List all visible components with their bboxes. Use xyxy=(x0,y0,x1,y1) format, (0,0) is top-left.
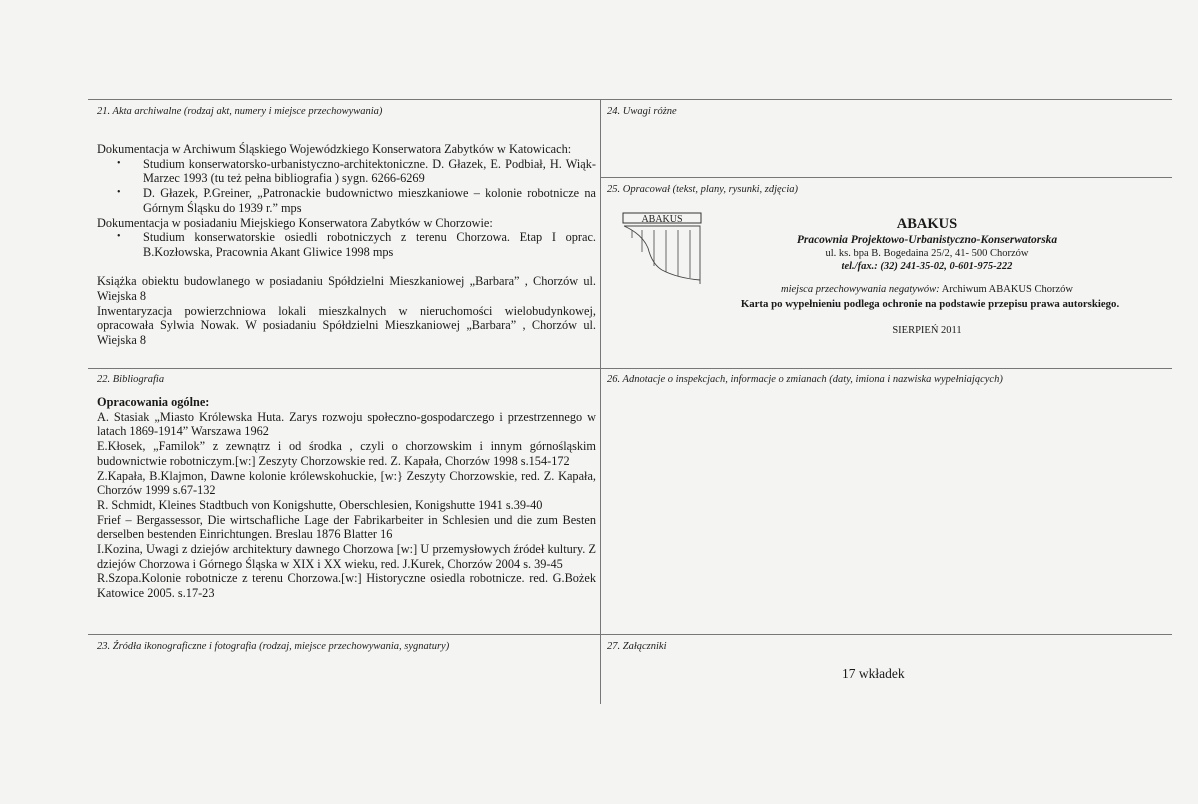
section-21-content xyxy=(97,142,596,348)
section-24-label: 24. Uwagi różne xyxy=(607,106,677,117)
archive-bullet-3: • Studium konserwatorskie osiedli robotniczych z terenu Chorzowa. Etap I oprac. B.Kozłowska, Pracownia Akant Gliwice 1998 mps xyxy=(97,230,596,259)
company-name: ABAKUS xyxy=(896,216,958,232)
section-22-content xyxy=(97,395,596,601)
column-divider xyxy=(600,99,601,704)
section-21-label: 21. Akta archiwalne (rodzaj akt, numery i miejsce przechowywania) xyxy=(97,106,383,117)
bibliography-entry: A. Stasiak „Miasto Królewska Huta. Zarys rozwoju społeczno-gospodarczego i przestrzennego w latach 1869-1914” Warszawa 1962 xyxy=(97,409,596,439)
section-25-label: 25. Opracował (tekst, plany, rysunki, zdjęcia) xyxy=(607,184,799,195)
copyright-notice: Karta po wypełnieniu podlega ochronie na podstawie przepisu prawa autorskiego. xyxy=(740,298,1120,310)
archive-paragraph: Inwentaryzacja powierzchniowa lokali mieszkalnych w nieruchomości wielobudynkowej, opracowała Sylwia Nowak. W posiadaniu Spółdzielni Mieszkaniowej „Barbara” , Chorzów ul. Wiejska 8 xyxy=(97,303,596,348)
company-address: ul. ks. bpa B. Bogedaina 25/2, 41- 500 Chorzów xyxy=(825,248,1029,259)
bibliography-entry: Frief – Bergassessor, Die wirtschafliche Lage der Fabrikarbeiter in Schlesien und die zum Besten derselben bestenden Einrichtungen. Breslau 1876 Blatter 16 xyxy=(97,512,596,542)
negatives-value: Archiwum ABAKUS Chorzów xyxy=(939,284,1073,295)
archive-bullet-2: • D. Głazek, P.Greiner, „Patronackie budownictwo mieszkaniowe – kolonie robotnicze na Górnym Śląsku do 1939 r.” mps xyxy=(97,186,596,215)
archive-bullet-1: • Studium konserwatorsko-urbanistyczno-architektoniczne. D. Głazek, E. Podbiał, H. Wiąk-Marzec 1993 (tu też pełna bibliografia ) sygn. 6266-6269 xyxy=(97,157,596,186)
section-27-label: 27. Załączniki xyxy=(607,641,667,652)
attachments-count: 17 wkładek xyxy=(842,666,905,681)
section-26-label: 26. Adnotacje o inspekcjach, informacje o zmianach (daty, imiona i nazwiska wypełniających) xyxy=(607,374,1003,385)
bibliography-heading: Opracowania ogólne: xyxy=(97,395,210,409)
bibliography-entry: R.Szopa.Kolonie robotnicze z terenu Chorzowa.[w:] Historyczne osiedla robotnicze. red. G.Bożek Katowice 2005. s.17-23 xyxy=(97,571,596,601)
bibliography-entry: E.Kłosek, „Familok” z zewnątrz i od środka , czyli o chorzowskim i innym górnośląskim budownictwie robotniczym.[w:] Zeszyty Chorzowskie red. Z. Kapała, Chorzów 1998 s.154-172 xyxy=(97,439,596,468)
section-22-label: 22. Bibliografia xyxy=(97,374,165,385)
archive-paragraph: Dokumentacja w Archiwum Śląskiego Wojewódzkiego Konserwatora Zabytków w Katowicach: xyxy=(97,142,572,156)
section-23-label: 23. Źródła ikonograficzne i fotografia (rodzaj, miejsce przechowywania, sygnatury) xyxy=(97,641,450,652)
company-phone: tel./fax.: (32) 241-35-02, 0-601-975-222 xyxy=(841,261,1013,272)
archive-paragraph: Dokumentacja w posiadaniu Miejskiego Konserwatora Zabytków w Chorzowie: xyxy=(97,215,493,230)
company-subtitle: Pracownia Projektowo-Urbanistyczno-Konserwatorska xyxy=(796,234,1058,246)
abakus-logo-icon xyxy=(622,208,702,288)
divider-24-25 xyxy=(600,177,1172,178)
row-divider-1 xyxy=(88,368,1172,369)
bibliography-entry: R. Schmidt, Kleines Stadtbuch von Konigshutte, Oberschlesien, Konigshutte 1941 s.39-40 xyxy=(97,497,543,512)
logo-text: ABAKUS xyxy=(641,214,683,225)
bibliography-entry: I.Kozina, Uwagi z dziejów architektury dawnego Chorzowa [w:] U przemysłowych źródeł kultury. Z dziejów Chorzowa i Górnego Śląska w XIX i XX wieku, red. J.Kurek, Chorzów 2004 s. 39-45 xyxy=(97,542,596,571)
table-top-border xyxy=(88,99,1172,100)
negatives-label: miejsca przechowywania negatywów: xyxy=(781,284,940,295)
date-label: SIERPIEŃ 2011 xyxy=(892,325,962,336)
row-divider-2 xyxy=(88,634,1172,635)
archive-paragraph: Książka obiektu budowlanego w posiadaniu Spółdzielni Mieszkaniowej „Barbara” , Chorzów ul. Wiejska 8 xyxy=(97,274,596,304)
bibliography-entry: Z.Kapała, B.Klajmon, Dawne kolonie królewskohuckie, [w:} Zeszyty Chorzowskie, red. Z. Kapała, Chorzów 1999 s.67-132 xyxy=(97,468,596,498)
negatives-storage xyxy=(707,284,1147,295)
